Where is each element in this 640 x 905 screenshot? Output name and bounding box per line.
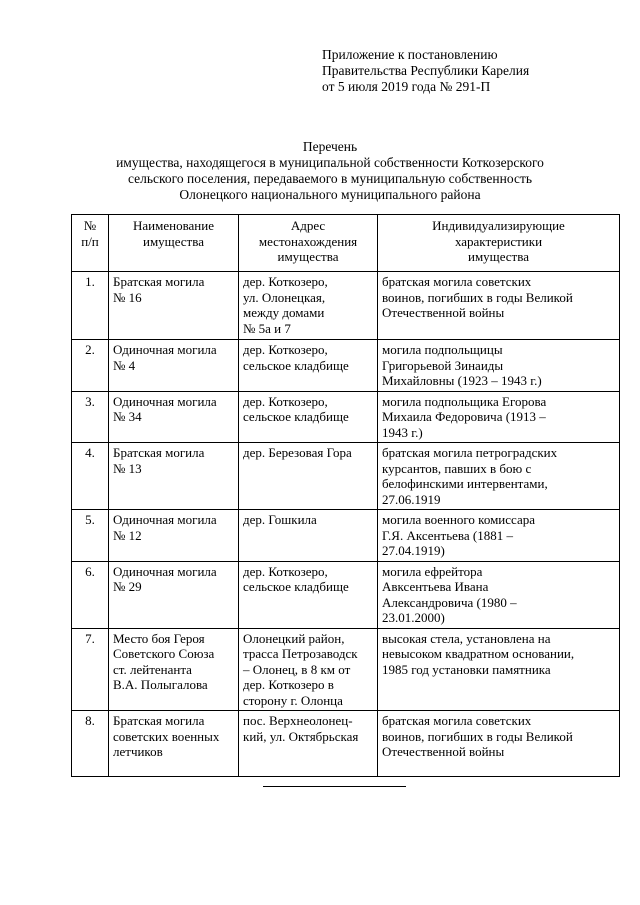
row-num: 5. — [72, 510, 109, 562]
row-name: Одиночная могила № 12 — [109, 510, 239, 562]
row-address: дер. Коткозеро, сельское кладбище — [239, 340, 378, 392]
header-line-1: Приложение к постановлению — [322, 47, 498, 62]
row-num: 7. — [72, 628, 109, 711]
row-address: пос. Верхнеолонец- кий, ул. Октябрьская — [239, 711, 378, 777]
table-row — [72, 391, 620, 443]
row-address: дер. Гошкила — [239, 510, 378, 562]
row-num: 4. — [72, 443, 109, 510]
row-num: 1. — [72, 272, 109, 340]
row-name: Одиночная могила № 4 — [109, 340, 239, 392]
table-header-row — [72, 215, 620, 272]
row-name: Одиночная могила № 34 — [109, 391, 239, 443]
header-characteristics: Индивидуализирующие характеристики имущества — [378, 215, 620, 272]
table-row — [72, 711, 620, 777]
table-row — [72, 340, 620, 392]
end-separator-line — [263, 786, 406, 787]
title-line-1: Перечень — [302, 139, 358, 154]
header-name: Наименование имущества — [109, 215, 239, 272]
table-row — [72, 628, 620, 711]
row-characteristics: братская могила петроградских курсантов, павших в бою с белофинскими интервентами, 27.06.1919 — [378, 443, 620, 510]
header-line-3: от 5 июля 2019 года № 291-П — [322, 79, 491, 94]
row-characteristics: братская могила советских воинов, погибших в годы Великой Отечественной войны — [378, 272, 620, 340]
row-characteristics: могила подпольщицы Григорьевой Зинаиды Михайловны (1923 – 1943 г.) — [378, 340, 620, 392]
header-address: Адрес местонахождения имущества — [239, 215, 378, 272]
title-line-2: имущества, находящегося в муниципальной собственности Коткозерского — [116, 155, 544, 170]
row-name: Братская могила № 13 — [109, 443, 239, 510]
table-row — [72, 443, 620, 510]
row-address: Олонецкий район, трасса Петрозаводск – Олонец, в 8 км от дер. Коткозеро в сторону г. Олонца — [239, 628, 378, 711]
table-row — [72, 272, 620, 340]
row-address: дер. Коткозеро, сельское кладбище — [239, 391, 378, 443]
row-num: 2. — [72, 340, 109, 392]
header-line-2: Правительства Республики Карелия — [322, 63, 530, 78]
row-characteristics: братская могила советских воинов, погибших в годы Великой Отечественной войны — [378, 711, 620, 777]
row-address: дер. Коткозеро, сельское кладбище — [239, 561, 378, 628]
title-line-3: сельского поселения, передаваемого в муниципальную собственность — [128, 171, 532, 186]
title-line-4: Олонецкого национального муниципального района — [179, 187, 481, 202]
document-title — [60, 139, 600, 203]
header-num: № п/п — [72, 215, 109, 272]
property-table — [71, 214, 620, 777]
row-name: Место боя Героя Советского Союза ст. лейтенанта В.А. Полыгалова — [109, 628, 239, 711]
row-characteristics: высокая стела, установлена на невысоком квадратном основании, 1985 год установки памятника — [378, 628, 620, 711]
row-address: дер. Коткозеро, ул. Олонецкая, между домами № 5а и 7 — [239, 272, 378, 340]
row-name: Братская могила № 16 — [109, 272, 239, 340]
row-characteristics: могила военного комиссара Г.Я. Аксентьева (1881 – 27.04.1919) — [378, 510, 620, 562]
table-row — [72, 510, 620, 562]
row-characteristics: могила подпольщика Егорова Михаила Федоровича (1913 – 1943 г.) — [378, 391, 620, 443]
row-name: Братская могила советских военных летчиков — [109, 711, 239, 777]
row-address: дер. Березовая Гора — [239, 443, 378, 510]
decree-appendix-header — [322, 47, 622, 95]
row-name: Одиночная могила № 29 — [109, 561, 239, 628]
row-num: 8. — [72, 711, 109, 777]
table-row — [72, 561, 620, 628]
row-num: 6. — [72, 561, 109, 628]
row-num: 3. — [72, 391, 109, 443]
row-characteristics: могила ефрейтора Авксентьева Ивана Александровича (1980 – 23.01.2000) — [378, 561, 620, 628]
